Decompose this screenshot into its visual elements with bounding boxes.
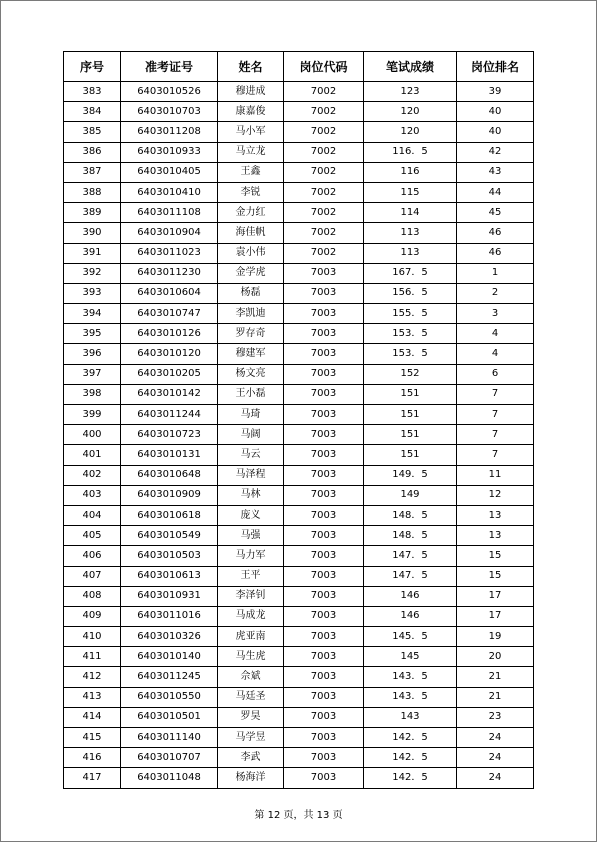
cell-exam-id: 6403010933 bbox=[121, 142, 218, 162]
cell-seq: 383 bbox=[64, 82, 121, 102]
cell-name: 马泽程 bbox=[218, 465, 284, 485]
cell-score: 151 bbox=[364, 445, 457, 465]
cell-seq: 413 bbox=[64, 687, 121, 707]
table-row bbox=[64, 384, 534, 404]
cell-name: 杨磊 bbox=[218, 283, 284, 303]
cell-seq: 402 bbox=[64, 465, 121, 485]
cell-exam-id: 6403010550 bbox=[121, 687, 218, 707]
cell-exam-id: 6403011108 bbox=[121, 203, 218, 223]
cell-score: 156．5 bbox=[364, 283, 457, 303]
cell-rank: 21 bbox=[457, 687, 534, 707]
cell-seq: 410 bbox=[64, 627, 121, 647]
col-header-name: 姓名 bbox=[218, 52, 284, 82]
cell-score: 151 bbox=[364, 425, 457, 445]
cell-score: 153．5 bbox=[364, 324, 457, 344]
cell-exam-id: 6403010126 bbox=[121, 324, 218, 344]
cell-rank: 46 bbox=[457, 223, 534, 243]
cell-score: 123 bbox=[364, 82, 457, 102]
cell-rank: 7 bbox=[457, 425, 534, 445]
cell-post-code: 7003 bbox=[284, 748, 364, 768]
cell-score: 146 bbox=[364, 586, 457, 606]
cell-name: 王鑫 bbox=[218, 162, 284, 182]
cell-score: 114 bbox=[364, 203, 457, 223]
cell-exam-id: 6403010618 bbox=[121, 505, 218, 525]
cell-name: 马学昱 bbox=[218, 728, 284, 748]
cell-post-code: 7002 bbox=[284, 142, 364, 162]
cell-exam-id: 6403010604 bbox=[121, 283, 218, 303]
table-row bbox=[64, 505, 534, 525]
page-footer bbox=[1, 806, 596, 821]
cell-post-code: 7003 bbox=[284, 526, 364, 546]
table-row bbox=[64, 122, 534, 142]
cell-exam-id: 6403010205 bbox=[121, 364, 218, 384]
table-row bbox=[64, 223, 534, 243]
cell-seq: 385 bbox=[64, 122, 121, 142]
cell-name: 马琦 bbox=[218, 405, 284, 425]
cell-score: 145 bbox=[364, 647, 457, 667]
cell-rank: 13 bbox=[457, 526, 534, 546]
table-row bbox=[64, 162, 534, 182]
cell-post-code: 7002 bbox=[284, 223, 364, 243]
cell-score: 155．5 bbox=[364, 304, 457, 324]
cell-post-code: 7003 bbox=[284, 344, 364, 364]
cell-name: 海佳帆 bbox=[218, 223, 284, 243]
cell-post-code: 7003 bbox=[284, 546, 364, 566]
cell-score: 143．5 bbox=[364, 667, 457, 687]
cell-exam-id: 6403010703 bbox=[121, 102, 218, 122]
cell-name: 穆进成 bbox=[218, 82, 284, 102]
cell-score: 120 bbox=[364, 102, 457, 122]
cell-rank: 46 bbox=[457, 243, 534, 263]
cell-rank: 12 bbox=[457, 485, 534, 505]
cell-name: 虎亚南 bbox=[218, 627, 284, 647]
cell-name: 金学虎 bbox=[218, 263, 284, 283]
cell-exam-id: 6403010503 bbox=[121, 546, 218, 566]
cell-post-code: 7003 bbox=[284, 728, 364, 748]
cell-rank: 20 bbox=[457, 647, 534, 667]
cell-name: 杨文亮 bbox=[218, 364, 284, 384]
cell-score: 142．5 bbox=[364, 728, 457, 748]
cell-post-code: 7003 bbox=[284, 667, 364, 687]
col-header-exam-id: 准考证号 bbox=[121, 52, 218, 82]
cell-seq: 392 bbox=[64, 263, 121, 283]
table-row bbox=[64, 82, 534, 102]
cell-rank: 17 bbox=[457, 586, 534, 606]
cell-name: 马小军 bbox=[218, 122, 284, 142]
cell-score: 147．5 bbox=[364, 566, 457, 586]
cell-score: 148．5 bbox=[364, 526, 457, 546]
cell-exam-id: 6403010648 bbox=[121, 465, 218, 485]
cell-seq: 389 bbox=[64, 203, 121, 223]
cell-score: 142．5 bbox=[364, 748, 457, 768]
cell-post-code: 7003 bbox=[284, 485, 364, 505]
cell-name: 穆建军 bbox=[218, 344, 284, 364]
cell-exam-id: 6403010526 bbox=[121, 82, 218, 102]
cell-rank: 45 bbox=[457, 203, 534, 223]
cell-seq: 411 bbox=[64, 647, 121, 667]
cell-rank: 21 bbox=[457, 667, 534, 687]
table-row bbox=[64, 546, 534, 566]
cell-exam-id: 6403011048 bbox=[121, 768, 218, 788]
table-row bbox=[64, 304, 534, 324]
cell-name: 马云 bbox=[218, 445, 284, 465]
cell-exam-id: 6403010931 bbox=[121, 586, 218, 606]
cell-exam-id: 6403011208 bbox=[121, 122, 218, 142]
cell-post-code: 7003 bbox=[284, 768, 364, 788]
cell-exam-id: 6403010142 bbox=[121, 384, 218, 404]
cell-name: 马廷圣 bbox=[218, 687, 284, 707]
cell-rank: 2 bbox=[457, 283, 534, 303]
cell-score: 151 bbox=[364, 405, 457, 425]
cell-score: 120 bbox=[364, 122, 457, 142]
cell-post-code: 7003 bbox=[284, 687, 364, 707]
cell-score: 151 bbox=[364, 384, 457, 404]
cell-rank: 23 bbox=[457, 707, 534, 727]
cell-seq: 414 bbox=[64, 707, 121, 727]
cell-seq: 388 bbox=[64, 182, 121, 202]
cell-post-code: 7002 bbox=[284, 182, 364, 202]
cell-exam-id: 6403011230 bbox=[121, 263, 218, 283]
cell-rank: 17 bbox=[457, 606, 534, 626]
cell-seq: 399 bbox=[64, 405, 121, 425]
cell-rank: 40 bbox=[457, 122, 534, 142]
col-header-score: 笔试成绩 bbox=[364, 52, 457, 82]
table-row bbox=[64, 748, 534, 768]
cell-name: 李泽钊 bbox=[218, 586, 284, 606]
cell-seq: 403 bbox=[64, 485, 121, 505]
cell-rank: 24 bbox=[457, 768, 534, 788]
table-row bbox=[64, 485, 534, 505]
cell-exam-id: 6403010707 bbox=[121, 748, 218, 768]
cell-score: 145．5 bbox=[364, 627, 457, 647]
cell-score: 116 bbox=[364, 162, 457, 182]
cell-seq: 397 bbox=[64, 364, 121, 384]
cell-seq: 398 bbox=[64, 384, 121, 404]
cell-post-code: 7003 bbox=[284, 647, 364, 667]
cell-seq: 407 bbox=[64, 566, 121, 586]
cell-name: 袁小伟 bbox=[218, 243, 284, 263]
cell-exam-id: 6403010140 bbox=[121, 647, 218, 667]
cell-name: 马生虎 bbox=[218, 647, 284, 667]
cell-rank: 24 bbox=[457, 748, 534, 768]
cell-rank: 15 bbox=[457, 566, 534, 586]
cell-exam-id: 6403011023 bbox=[121, 243, 218, 263]
cell-name: 金力红 bbox=[218, 203, 284, 223]
cell-seq: 384 bbox=[64, 102, 121, 122]
cell-seq: 386 bbox=[64, 142, 121, 162]
cell-name: 罗昊 bbox=[218, 707, 284, 727]
table-row bbox=[64, 586, 534, 606]
cell-seq: 406 bbox=[64, 546, 121, 566]
cell-post-code: 7003 bbox=[284, 505, 364, 525]
cell-score: 147．5 bbox=[364, 546, 457, 566]
table-row bbox=[64, 526, 534, 546]
cell-exam-id: 6403010405 bbox=[121, 162, 218, 182]
cell-post-code: 7003 bbox=[284, 425, 364, 445]
cell-post-code: 7003 bbox=[284, 263, 364, 283]
table-row bbox=[64, 243, 534, 263]
cell-seq: 416 bbox=[64, 748, 121, 768]
cell-exam-id: 6403010501 bbox=[121, 707, 218, 727]
cell-rank: 44 bbox=[457, 182, 534, 202]
table-row bbox=[64, 445, 534, 465]
cell-post-code: 7002 bbox=[284, 102, 364, 122]
cell-post-code: 7003 bbox=[284, 324, 364, 344]
cell-post-code: 7003 bbox=[284, 283, 364, 303]
cell-name: 马成龙 bbox=[218, 606, 284, 626]
header-row bbox=[64, 52, 534, 82]
cell-seq: 405 bbox=[64, 526, 121, 546]
cell-seq: 400 bbox=[64, 425, 121, 445]
score-table bbox=[63, 51, 534, 789]
table-row bbox=[64, 627, 534, 647]
cell-exam-id: 6403010904 bbox=[121, 223, 218, 243]
cell-rank: 7 bbox=[457, 405, 534, 425]
cell-rank: 6 bbox=[457, 364, 534, 384]
cell-exam-id: 6403011244 bbox=[121, 405, 218, 425]
cell-name: 马强 bbox=[218, 526, 284, 546]
cell-post-code: 7003 bbox=[284, 606, 364, 626]
cell-score: 115 bbox=[364, 182, 457, 202]
cell-rank: 4 bbox=[457, 344, 534, 364]
cell-name: 马林 bbox=[218, 485, 284, 505]
cell-post-code: 7003 bbox=[284, 566, 364, 586]
cell-seq: 404 bbox=[64, 505, 121, 525]
cell-rank: 7 bbox=[457, 445, 534, 465]
cell-post-code: 7003 bbox=[284, 707, 364, 727]
cell-rank: 15 bbox=[457, 546, 534, 566]
col-header-seq: 序号 bbox=[64, 52, 121, 82]
cell-seq: 390 bbox=[64, 223, 121, 243]
cell-rank: 40 bbox=[457, 102, 534, 122]
table-row bbox=[64, 203, 534, 223]
cell-rank: 39 bbox=[457, 82, 534, 102]
cell-post-code: 7003 bbox=[284, 445, 364, 465]
cell-post-code: 7003 bbox=[284, 304, 364, 324]
cell-score: 146 bbox=[364, 606, 457, 626]
cell-score: 149 bbox=[364, 485, 457, 505]
cell-post-code: 7003 bbox=[284, 465, 364, 485]
table-row bbox=[64, 344, 534, 364]
cell-seq: 394 bbox=[64, 304, 121, 324]
table-row bbox=[64, 405, 534, 425]
table-row bbox=[64, 687, 534, 707]
cell-exam-id: 6403011016 bbox=[121, 606, 218, 626]
cell-name: 康嘉俊 bbox=[218, 102, 284, 122]
cell-post-code: 7002 bbox=[284, 243, 364, 263]
table-row bbox=[64, 768, 534, 788]
cell-name: 王小磊 bbox=[218, 384, 284, 404]
cell-name: 李凯迪 bbox=[218, 304, 284, 324]
cell-name: 佘斌 bbox=[218, 667, 284, 687]
col-header-post-code: 岗位代码 bbox=[284, 52, 364, 82]
cell-seq: 387 bbox=[64, 162, 121, 182]
cell-rank: 43 bbox=[457, 162, 534, 182]
table-row bbox=[64, 182, 534, 202]
cell-post-code: 7002 bbox=[284, 82, 364, 102]
cell-exam-id: 6403011140 bbox=[121, 728, 218, 748]
table-row bbox=[64, 667, 534, 687]
cell-score: 167．5 bbox=[364, 263, 457, 283]
cell-exam-id: 6403010613 bbox=[121, 566, 218, 586]
cell-score: 152 bbox=[364, 364, 457, 384]
cell-seq: 417 bbox=[64, 768, 121, 788]
cell-name: 李锐 bbox=[218, 182, 284, 202]
cell-name: 庞义 bbox=[218, 505, 284, 525]
table-row bbox=[64, 263, 534, 283]
table-body bbox=[64, 82, 534, 789]
cell-name: 马力军 bbox=[218, 546, 284, 566]
cell-score: 113 bbox=[364, 243, 457, 263]
cell-exam-id: 6403010410 bbox=[121, 182, 218, 202]
cell-rank: 1 bbox=[457, 263, 534, 283]
page-number: 第 12 页，共 13 页 bbox=[254, 810, 343, 821]
cell-name: 王平 bbox=[218, 566, 284, 586]
cell-rank: 4 bbox=[457, 324, 534, 344]
table-row bbox=[64, 728, 534, 748]
cell-score: 142．5 bbox=[364, 768, 457, 788]
cell-rank: 24 bbox=[457, 728, 534, 748]
cell-seq: 401 bbox=[64, 445, 121, 465]
cell-score: 153．5 bbox=[364, 344, 457, 364]
cell-score: 149．5 bbox=[364, 465, 457, 485]
cell-score: 143 bbox=[364, 707, 457, 727]
cell-seq: 412 bbox=[64, 667, 121, 687]
cell-seq: 396 bbox=[64, 344, 121, 364]
cell-seq: 415 bbox=[64, 728, 121, 748]
cell-seq: 391 bbox=[64, 243, 121, 263]
cell-name: 杨海洋 bbox=[218, 768, 284, 788]
cell-post-code: 7002 bbox=[284, 203, 364, 223]
cell-rank: 11 bbox=[457, 465, 534, 485]
cell-post-code: 7003 bbox=[284, 627, 364, 647]
table-row bbox=[64, 364, 534, 384]
table-row bbox=[64, 324, 534, 344]
cell-post-code: 7003 bbox=[284, 586, 364, 606]
cell-score: 148．5 bbox=[364, 505, 457, 525]
table-row bbox=[64, 142, 534, 162]
cell-exam-id: 6403010723 bbox=[121, 425, 218, 445]
table-row bbox=[64, 102, 534, 122]
cell-seq: 408 bbox=[64, 586, 121, 606]
cell-exam-id: 6403010120 bbox=[121, 344, 218, 364]
cell-post-code: 7003 bbox=[284, 405, 364, 425]
table-row bbox=[64, 465, 534, 485]
cell-post-code: 7003 bbox=[284, 384, 364, 404]
table-row bbox=[64, 425, 534, 445]
cell-post-code: 7002 bbox=[284, 162, 364, 182]
cell-post-code: 7003 bbox=[284, 364, 364, 384]
cell-exam-id: 6403010909 bbox=[121, 485, 218, 505]
cell-seq: 395 bbox=[64, 324, 121, 344]
cell-name: 马阔 bbox=[218, 425, 284, 445]
cell-rank: 42 bbox=[457, 142, 534, 162]
cell-exam-id: 6403010326 bbox=[121, 627, 218, 647]
cell-name: 马立龙 bbox=[218, 142, 284, 162]
cell-rank: 13 bbox=[457, 505, 534, 525]
cell-name: 罗存奇 bbox=[218, 324, 284, 344]
cell-seq: 393 bbox=[64, 283, 121, 303]
cell-exam-id: 6403010549 bbox=[121, 526, 218, 546]
col-header-rank: 岗位排名 bbox=[457, 52, 534, 82]
cell-seq: 409 bbox=[64, 606, 121, 626]
cell-exam-id: 6403011245 bbox=[121, 667, 218, 687]
table-row bbox=[64, 283, 534, 303]
cell-score: 113 bbox=[364, 223, 457, 243]
cell-name: 李武 bbox=[218, 748, 284, 768]
cell-post-code: 7002 bbox=[284, 122, 364, 142]
table-row bbox=[64, 707, 534, 727]
cell-rank: 19 bbox=[457, 627, 534, 647]
cell-exam-id: 6403010131 bbox=[121, 445, 218, 465]
cell-rank: 3 bbox=[457, 304, 534, 324]
table-row bbox=[64, 647, 534, 667]
cell-score: 116．5 bbox=[364, 142, 457, 162]
table-row bbox=[64, 566, 534, 586]
cell-score: 143．5 bbox=[364, 687, 457, 707]
cell-exam-id: 6403010747 bbox=[121, 304, 218, 324]
table-row bbox=[64, 606, 534, 626]
cell-rank: 7 bbox=[457, 384, 534, 404]
